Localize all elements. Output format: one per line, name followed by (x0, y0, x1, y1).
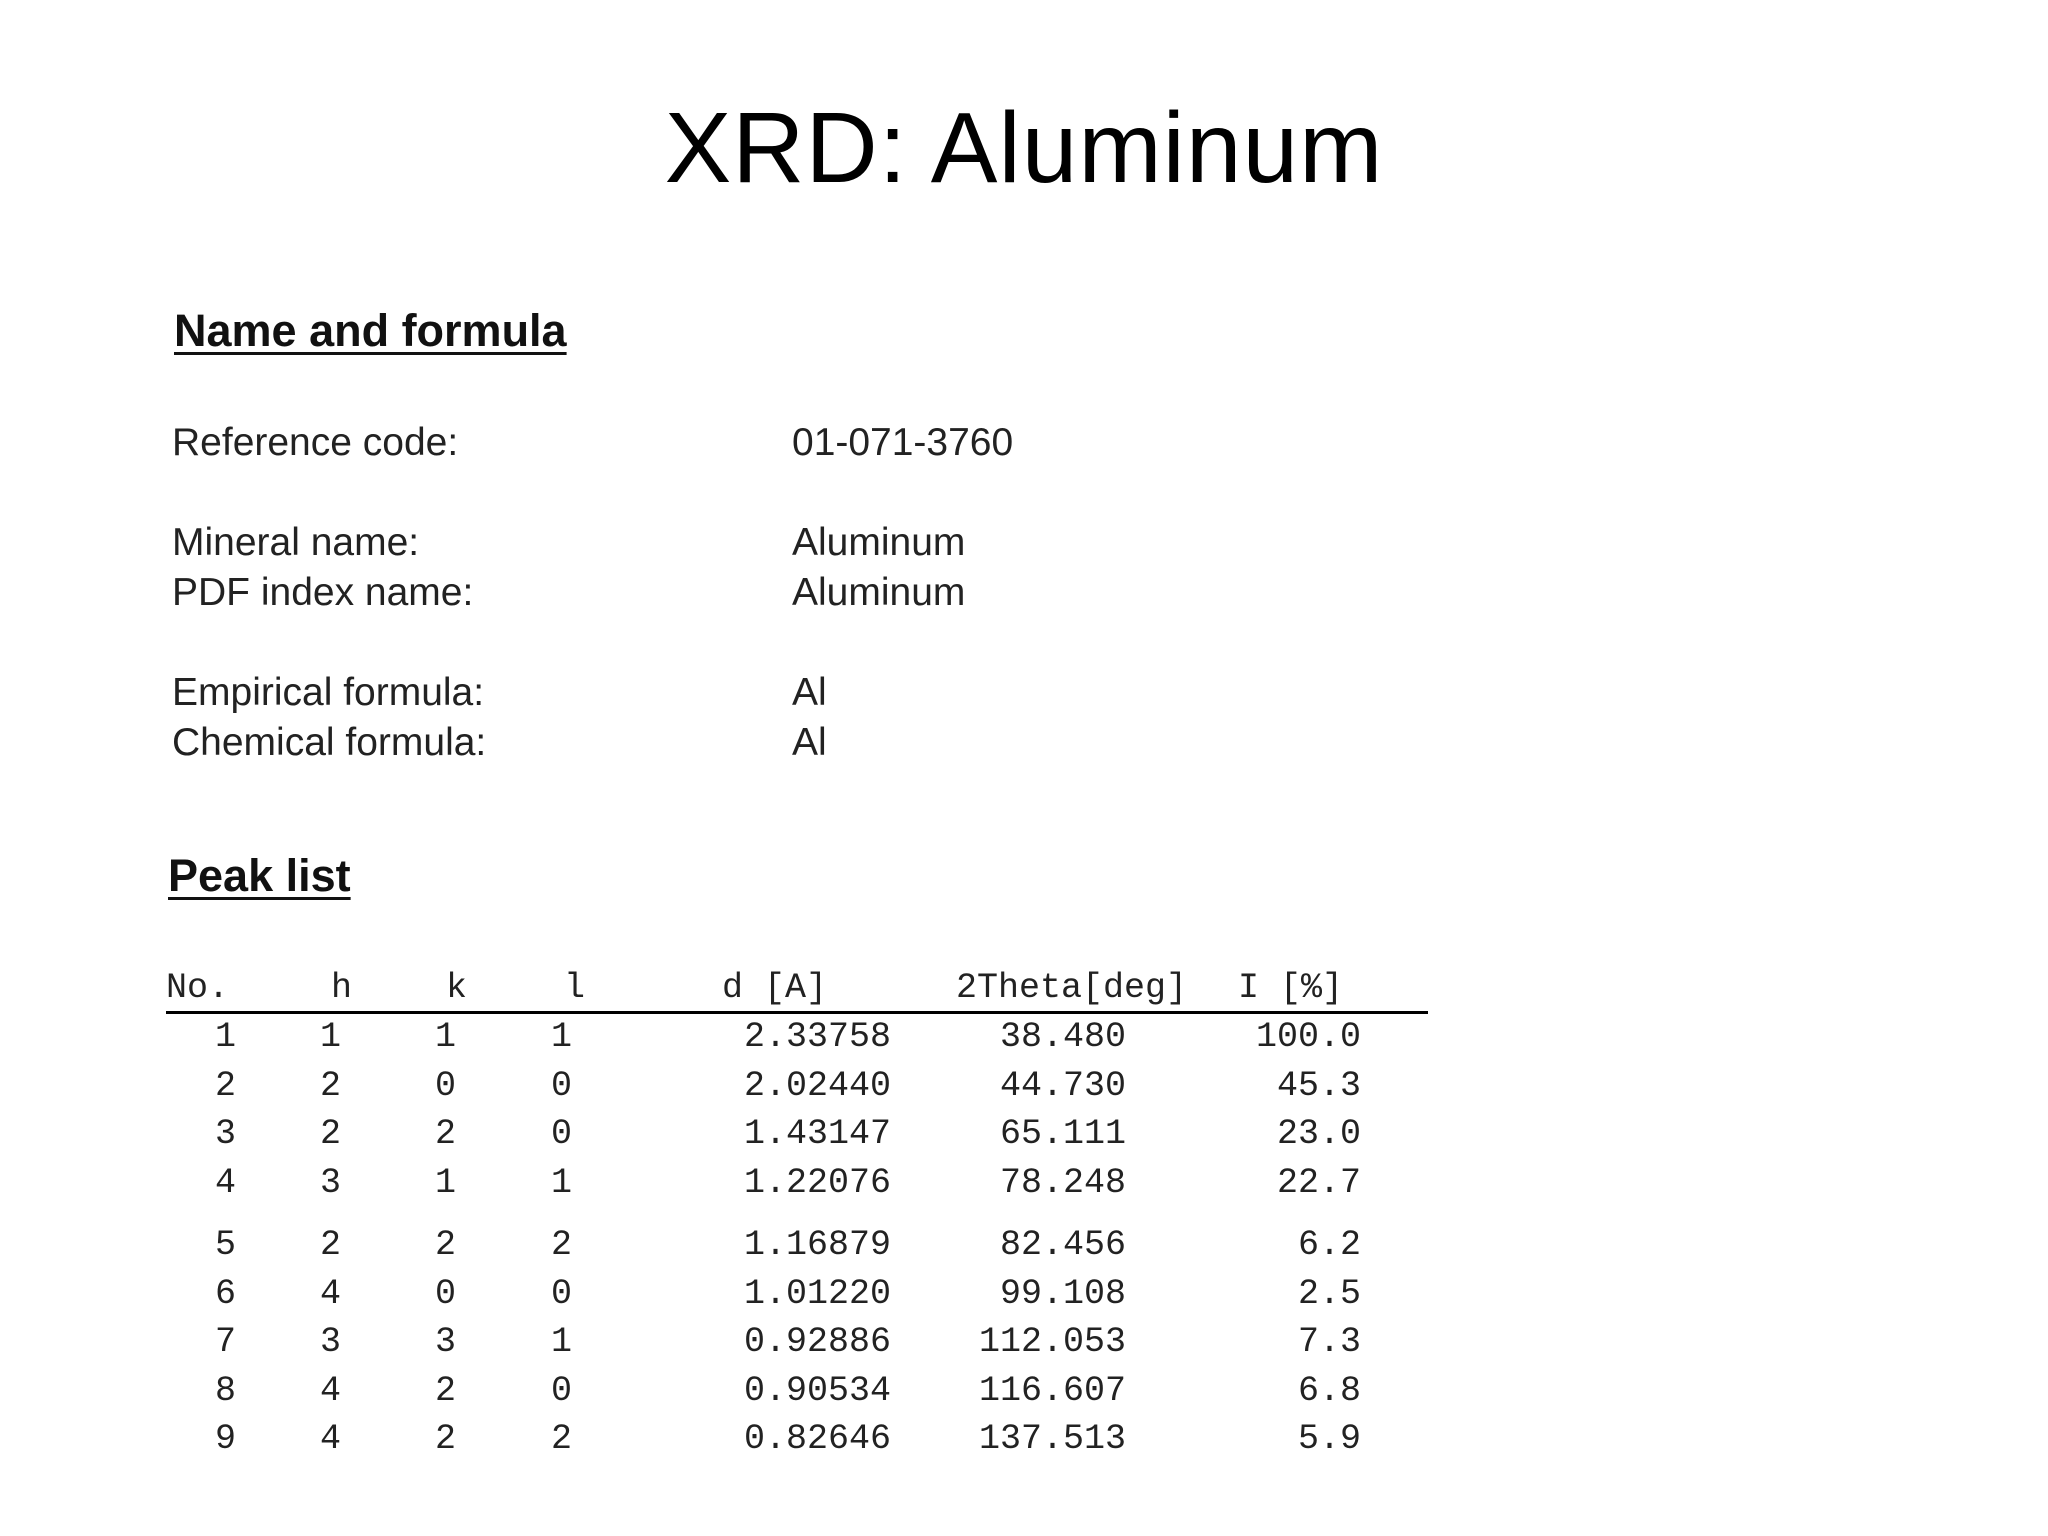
cell-h: 1 (319, 1017, 341, 1057)
cell-intensity: 100.0 (1255, 1017, 1361, 1057)
cell-d: 1.16879 (743, 1225, 891, 1265)
cell-intensity: 6.8 (1297, 1370, 1361, 1411)
column-header-no: No. (166, 968, 230, 1008)
cell-two-theta: 82.456 (999, 1225, 1126, 1265)
table-row (166, 1416, 1428, 1465)
cell-k: 0 (434, 1273, 456, 1314)
cell-k: 1 (434, 1162, 456, 1203)
cell-no: 7 (214, 1322, 236, 1362)
cell-no: 8 (214, 1370, 236, 1411)
cell-h: 4 (319, 1370, 341, 1411)
meta-value: Aluminum (792, 521, 966, 564)
table-row (166, 1111, 1428, 1160)
cell-no: 3 (214, 1114, 236, 1154)
cell-k: 1 (434, 1017, 456, 1057)
meta-value: Aluminum (792, 571, 966, 614)
cell-no: 5 (214, 1225, 236, 1265)
table-row (166, 1160, 1428, 1209)
slide-title: XRD: Aluminum (664, 92, 1384, 204)
column-header-h: h (331, 968, 353, 1008)
table-row (166, 1271, 1428, 1320)
cell-l: 0 (550, 1114, 572, 1154)
cell-intensity: 5.9 (1297, 1419, 1361, 1459)
cell-d: 0.82646 (743, 1419, 891, 1459)
cell-intensity: 22.7 (1276, 1162, 1361, 1203)
cell-l: 2 (550, 1225, 572, 1265)
cell-h: 3 (319, 1162, 341, 1203)
cell-no: 2 (214, 1065, 236, 1106)
peak-table (166, 965, 1428, 1465)
cell-no: 6 (214, 1273, 236, 1314)
cell-no: 9 (214, 1419, 236, 1459)
cell-k: 3 (434, 1322, 456, 1362)
cell-h: 3 (319, 1322, 341, 1362)
cell-l: 1 (550, 1162, 572, 1203)
cell-two-theta: 137.513 (978, 1419, 1126, 1459)
cell-l: 0 (550, 1273, 572, 1314)
cell-h: 2 (319, 1065, 341, 1106)
meta-label: Chemical formula: (172, 721, 487, 764)
column-header-intensity: I [%] (1238, 968, 1344, 1008)
column-header-k: k (446, 968, 468, 1008)
cell-l: 2 (550, 1419, 572, 1459)
name-and-formula-heading: Name and formula (174, 305, 567, 356)
table-row (166, 1368, 1428, 1417)
meta-label: Empirical formula: (172, 671, 485, 714)
cell-two-theta: 112.053 (978, 1322, 1126, 1362)
cell-k: 2 (434, 1370, 456, 1411)
meta-value: 01-071-3760 (792, 421, 1014, 464)
cell-h: 4 (319, 1273, 341, 1314)
cell-k: 2 (434, 1114, 456, 1154)
meta-value: Al (792, 671, 827, 714)
cell-l: 0 (550, 1065, 572, 1106)
cell-d: 0.92886 (743, 1322, 891, 1362)
cell-k: 2 (434, 1225, 456, 1265)
table-header (166, 965, 1428, 1014)
cell-l: 0 (550, 1370, 572, 1411)
column-header-two-theta: 2Theta[deg] (956, 968, 1188, 1008)
column-header-l: l (564, 968, 586, 1008)
cell-l: 1 (550, 1017, 572, 1057)
cell-two-theta: 78.248 (999, 1162, 1126, 1203)
cell-two-theta: 99.108 (999, 1273, 1126, 1314)
cell-intensity: 23.0 (1276, 1114, 1361, 1154)
cell-two-theta: 116.607 (978, 1370, 1126, 1411)
cell-intensity: 45.3 (1276, 1065, 1361, 1106)
cell-k: 0 (434, 1065, 456, 1106)
table-row (166, 1222, 1428, 1271)
table-row (166, 1014, 1428, 1063)
cell-two-theta: 44.730 (999, 1065, 1126, 1106)
cell-d: 1.22076 (743, 1162, 891, 1203)
meta-value: Al (792, 721, 827, 764)
cell-no: 4 (214, 1162, 236, 1203)
cell-d: 1.43147 (743, 1114, 891, 1154)
meta-label: Mineral name: (172, 521, 420, 564)
cell-d: 0.90534 (743, 1370, 891, 1411)
cell-intensity: 2.5 (1297, 1273, 1361, 1314)
table-row (166, 1063, 1428, 1112)
cell-h: 2 (319, 1225, 341, 1265)
cell-d: 1.01220 (743, 1273, 891, 1314)
cell-h: 4 (319, 1419, 341, 1459)
cell-intensity: 7.3 (1297, 1322, 1361, 1362)
column-header-d: d [A] (722, 968, 828, 1008)
cell-d: 2.02440 (743, 1065, 891, 1106)
cell-d: 2.33758 (743, 1017, 891, 1057)
cell-l: 1 (550, 1322, 572, 1362)
peak-list-heading: Peak list (168, 850, 351, 901)
table-row (166, 1319, 1428, 1368)
cell-two-theta: 38.480 (999, 1017, 1126, 1057)
meta-label: Reference code: (172, 421, 459, 464)
cell-no: 1 (214, 1017, 236, 1057)
cell-h: 2 (319, 1114, 341, 1154)
meta-label: PDF index name: (172, 571, 474, 614)
cell-k: 2 (434, 1419, 456, 1459)
cell-intensity: 6.2 (1297, 1225, 1361, 1265)
cell-two-theta: 65.111 (999, 1114, 1126, 1154)
